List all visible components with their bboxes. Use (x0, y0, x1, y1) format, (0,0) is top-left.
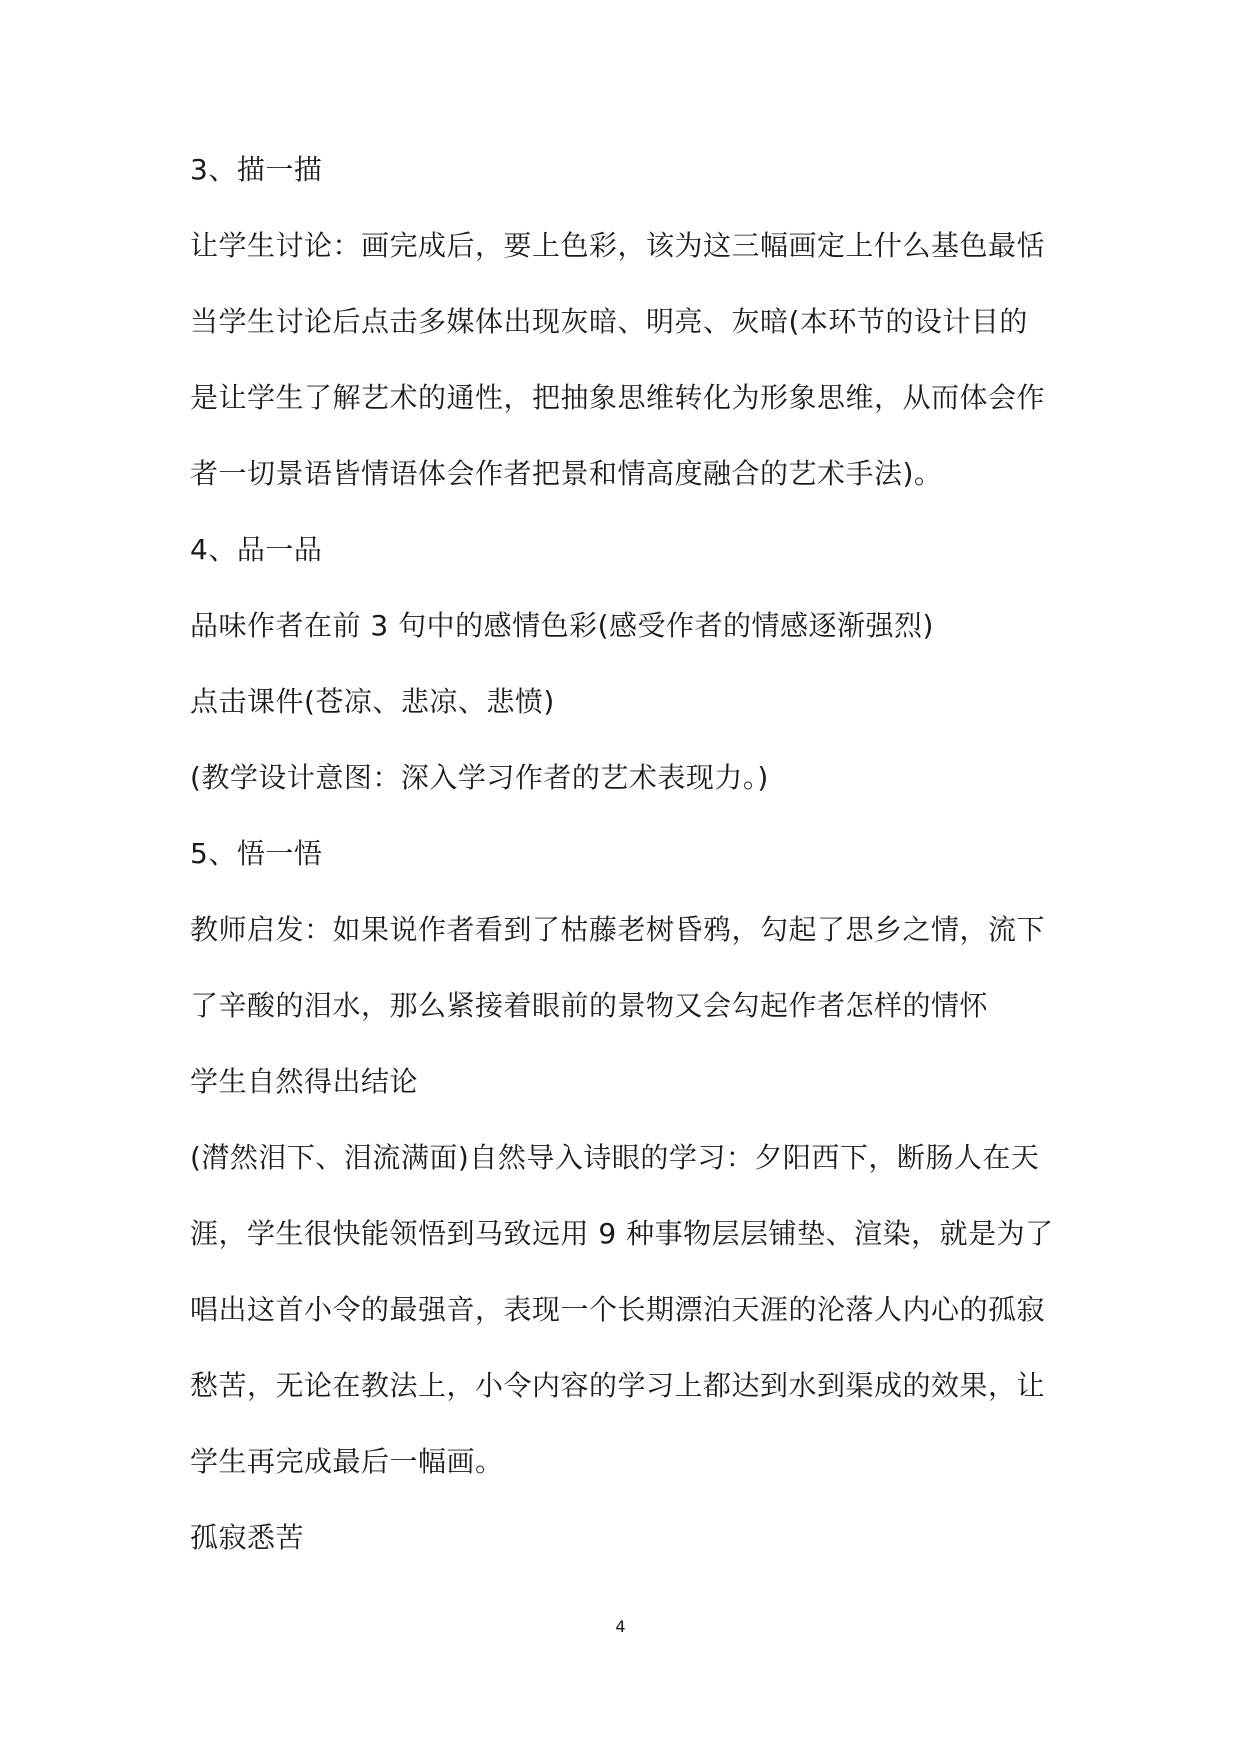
page-number: 4 (615, 1617, 626, 1636)
paragraph-line: 品味作者在前 3 句中的感情色彩(感受作者的情感逐渐强烈) (190, 609, 934, 642)
paragraph-line: 了辛酸的泪水，那么紧接着眼前的景物又会勾起作者怎样的情怀 (190, 989, 989, 1022)
paragraph-line: 唱出这首小令的最强音，表现一个长期漂泊天涯的沦落人内心的孤寂 (190, 1293, 1046, 1326)
paragraph-line: (潸然泪下、泪流满面)自然导入诗眼的学习：夕阳西下，断肠人在天 (190, 1141, 1040, 1174)
paragraph-line: 当学生讨论后点击多媒体出现灰暗、明亮、灰暗(本环节的设计目的 (190, 305, 1028, 338)
paragraph-line: 学生自然得出结论 (190, 1065, 419, 1098)
paragraph-line: (教学设计意图：深入学习作者的艺术表现力。) (190, 761, 769, 794)
paragraph-line: 点击课件(苍凉、悲凉、悲愤) (190, 685, 555, 718)
paragraph-line: 涯，学生很快能领悟到马致远用 9 种事物层层铺垫、渲染，就是为了 (190, 1217, 1054, 1250)
paragraph-line: 愁苦，无论在教法上，小令内容的学习上都达到水到渠成的效果，让 (190, 1369, 1046, 1402)
paragraph-line: 让学生讨论：画完成后，要上色彩，该为这三幅画定上什么基色最恬 (190, 229, 1046, 262)
heading-4: 4、品一品 (190, 533, 323, 566)
paragraph-line: 是让学生了解艺术的通性，把抽象思维转化为形象思维，从而体会作 (190, 381, 1046, 414)
paragraph-line: 学生再完成最后一幅画。 (190, 1445, 504, 1478)
paragraph-line: 教师启发：如果说作者看到了枯藤老树昏鸦，勾起了思乡之情，流下 (190, 913, 1046, 946)
paragraph-line: 孤寂悉苦 (190, 1521, 305, 1554)
heading-5: 5、悟一悟 (190, 837, 323, 870)
paragraph-line: 者一切景语皆情语体会作者把景和情高度融合的艺术手法)。 (190, 457, 943, 490)
heading-3: 3、描一描 (190, 153, 323, 186)
